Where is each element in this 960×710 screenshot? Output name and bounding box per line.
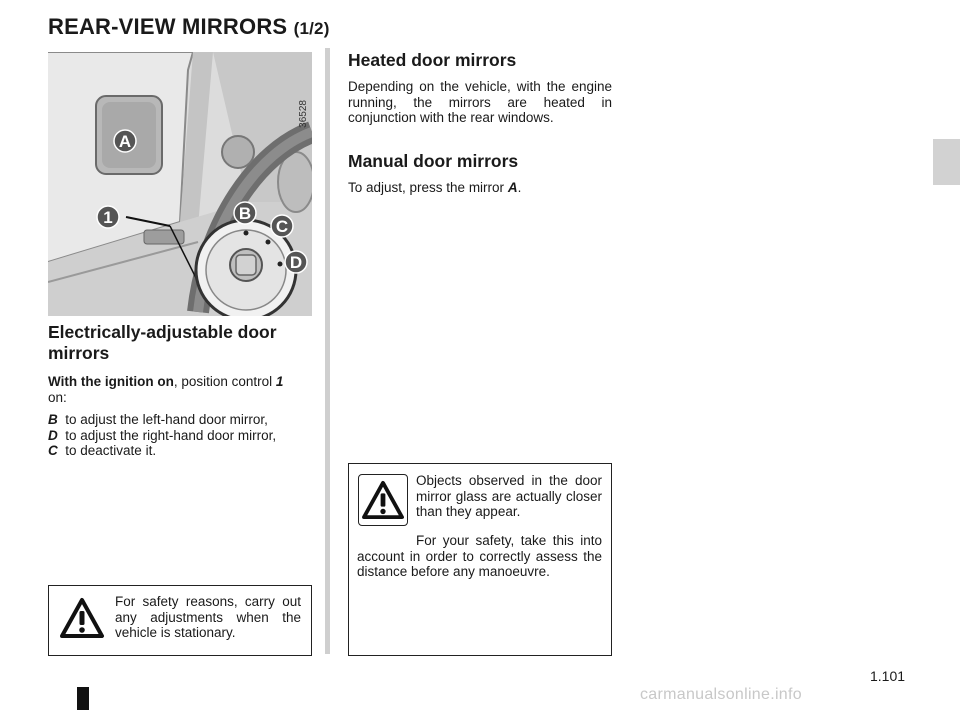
electric-item-b [48, 412, 318, 428]
heated-section [348, 50, 612, 126]
label-1: 1 [103, 208, 113, 227]
electric-item-b-key: B [48, 412, 58, 427]
electric-item-b-text: to adjust the left-hand door mirror, [65, 412, 268, 427]
manual-body-pre: To adjust, press the mirror [348, 180, 508, 195]
page-title-part: (1/2) [293, 19, 330, 38]
page-title-text: REAR-VIEW MIRRORS [48, 14, 288, 39]
section-tab [933, 139, 960, 185]
manual-heading: Manual door mirrors [348, 151, 519, 171]
electric-item-c-key: C [48, 443, 58, 458]
electric-intro-rest: , position control [173, 374, 276, 389]
electric-item-c [48, 443, 318, 459]
page-title [48, 14, 330, 40]
warning-triangle-icon [59, 597, 105, 639]
label-b: B [238, 204, 252, 223]
page-number: 1.101 [870, 668, 906, 684]
page-marker-bar [77, 687, 89, 710]
warning-box-left [48, 585, 312, 656]
watermark: carmanualsonline.info [640, 686, 802, 703]
manual-body [348, 180, 612, 196]
label-a: A [118, 132, 132, 151]
figure-code: 36528 [298, 100, 309, 128]
electric-item-c-text: to deactivate it. [65, 443, 157, 458]
label-d: D [289, 253, 303, 272]
warning-box-right [348, 463, 612, 656]
electric-intro-control: 1 [275, 374, 284, 389]
warning-icon-frame [358, 474, 408, 526]
mirror-controls-illustration [48, 52, 312, 316]
electric-list [48, 412, 318, 459]
electric-intro-end: on: [48, 389, 67, 405]
label-c: C [275, 217, 289, 236]
illustration-svg [48, 52, 312, 316]
manual-body-key: A [507, 180, 518, 195]
column-divider [325, 48, 330, 654]
warning-right-text2: For your safety, take this into account in order to correctly assess the distance before any manoeuvre. [357, 533, 602, 579]
electric-item-d-key: D [48, 427, 58, 443]
electric-item-d [48, 428, 318, 444]
heated-heading: Heated door mirrors [348, 50, 517, 70]
electric-item-d-text: to adjust the right-hand door mirror, [65, 427, 277, 443]
warning-left-text: For safety reasons, carry out any adjustments when the vehicle is stationary. [115, 594, 301, 640]
electric-intro-bold: With the ignition on [48, 374, 174, 389]
heated-body: Depending on the vehicle, with the engine running, the mirrors are heated in conjunction with the rear windows. [348, 79, 612, 125]
warning-right-text1: Objects observed in the door mirror glass are actually closer than they appear. [416, 473, 602, 519]
manual-section [348, 151, 612, 196]
manual-body-end: . [517, 180, 522, 195]
electric-heading: Electrically-adjustable door mirrors [48, 322, 277, 363]
warning-triangle-icon [361, 480, 405, 520]
electric-section [48, 322, 318, 459]
electric-intro [48, 374, 318, 405]
